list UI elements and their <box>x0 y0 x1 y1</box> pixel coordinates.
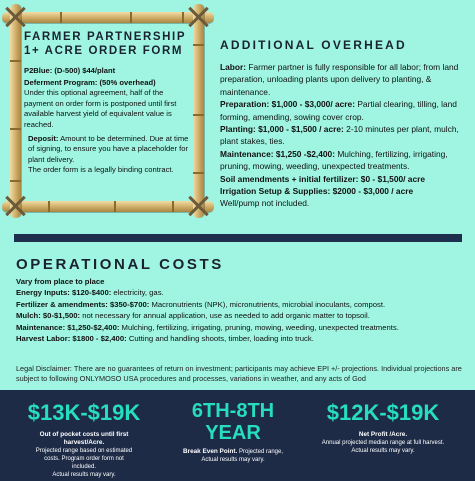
overhead-preparation: Preparation: $1,000 - $3,000/ acre: Partial clearing, tilling, land forming, amending, sowing cover crop. <box>220 99 457 122</box>
order-form-panel <box>24 30 192 176</box>
net-profit-note: Annual projected median range at full harvest. <box>321 440 445 446</box>
operational-harvest-labor: Harvest Labor: $1800 - $2,400: Cutting and handling shoots, timber, loading into truck. <box>16 334 314 344</box>
break-even-years: 6TH-8TH <box>191 400 275 422</box>
deposit-label: Deposit: <box>28 133 59 143</box>
deferment-program: Deferment Program: (50% overhead) <box>24 77 156 87</box>
legal-disclaimer: Legal Disclaimer: There are no guarantees of return on investment; participants may achieve EPI +/- projections. Individual projections are subject to following ONLYMOSO USA procedures and processes, variations in weather, and any acts of God <box>16 364 462 383</box>
rope-tie-icon <box>187 195 209 217</box>
overhead-well-note: Well/pump not included. <box>220 198 310 209</box>
break-even-year-word: YEAR <box>205 422 261 444</box>
overhead-planting: Planting: $1,000 - $1,500 / acre: 2-10 minutes per plant, mulch, plant stakes, ties. <box>220 124 459 147</box>
operational-fertilizer: Fertilizer & amendments: $350-$700: Macronutrients (NPK), micronutrients, microbial inoculants, compost. <box>16 299 386 309</box>
binding-contract-text: The order form is a legally binding contract. <box>28 165 174 175</box>
section-divider <box>14 234 462 242</box>
out-of-pocket-label: Out of pocket costs until first harvest/Acre. <box>39 431 129 446</box>
summary-footer <box>0 390 475 481</box>
break-even-note: Projected range, Actual results may vary. <box>201 449 284 463</box>
operational-vary: Vary from place to place <box>16 277 105 286</box>
net-profit-disclaimer: Actual results may vary. <box>351 448 415 454</box>
operational-costs-section <box>16 256 468 344</box>
p2blue-price: P2Blue: (D-500) $44/plant <box>24 66 116 75</box>
net-profit-range: $12K-$19K <box>326 400 440 425</box>
summary-out-of-pocket <box>14 400 154 479</box>
bamboo-top <box>2 12 214 23</box>
summary-break-even <box>166 400 300 464</box>
overhead-maintenance: Maintenance: $1,250 -$2,400: Mulching, fertilizing, irrigating, pruning, mowing, weeding, unexpected treatments. <box>220 148 448 172</box>
overhead-irrigation: Irrigation Setup & Supplies: $2000 - $3,000 / acre <box>220 186 414 197</box>
rope-tie-icon <box>187 6 209 28</box>
rope-tie-icon <box>4 6 26 28</box>
net-profit-label: Net Profit /Acre. <box>358 431 408 438</box>
deposit-text: Amount to be determined. Due at time of signing, to ensure you have a placeholder for plant delivery. <box>28 133 189 164</box>
out-of-pocket-range: $13K-$19K <box>27 400 141 425</box>
overhead-title: ADDITIONAL OVERHEAD <box>220 38 407 52</box>
order-form-title-line2: 1+ ACRE ORDER FORM <box>24 45 184 57</box>
deposit-block <box>24 134 192 166</box>
out-of-pocket-note: Projected range based on estimated costs. Program order form not included. <box>35 448 133 470</box>
out-of-pocket-disclaimer: Actual results may vary. <box>52 472 116 478</box>
overhead-labor: Labor: Farmer partner is fully responsible for all labor; from land preparation, unloading plants upon delivery to planting, & maintenance. <box>220 62 459 97</box>
order-form-title-line1: FARMER PARTNERSHIP <box>24 31 187 43</box>
rope-tie-icon <box>4 195 26 217</box>
additional-overhead-section <box>220 38 470 210</box>
overhead-soil-amendments: Soil amendments + initial fertilizer: $0 - $1,500/ acre <box>220 173 426 184</box>
bamboo-left <box>10 4 21 218</box>
bamboo-right <box>193 4 204 218</box>
break-even-label: Break Even Point. <box>182 448 238 455</box>
operational-title: OPERATIONAL COSTS <box>16 256 224 273</box>
operational-mulch: Mulch: $0-$1,500: not necessary for annual application, use as needed to add organic matter to topsoil. <box>16 311 370 321</box>
operational-maintenance: Maintenance: $1,250-$2,400: Mulching, fertilizing, irrigating, pruning, mowing, weeding, unexpected treatments. <box>16 322 399 332</box>
operational-energy: Energy Inputs: $120-$400: electricity, gas. <box>16 288 164 298</box>
deferment-text: Under this optional agreement, half of the payment on order form is postponed until first available harvest yield of equivalent value is reached. <box>24 88 177 129</box>
bamboo-bottom <box>2 201 214 212</box>
summary-net-profit <box>300 400 466 455</box>
